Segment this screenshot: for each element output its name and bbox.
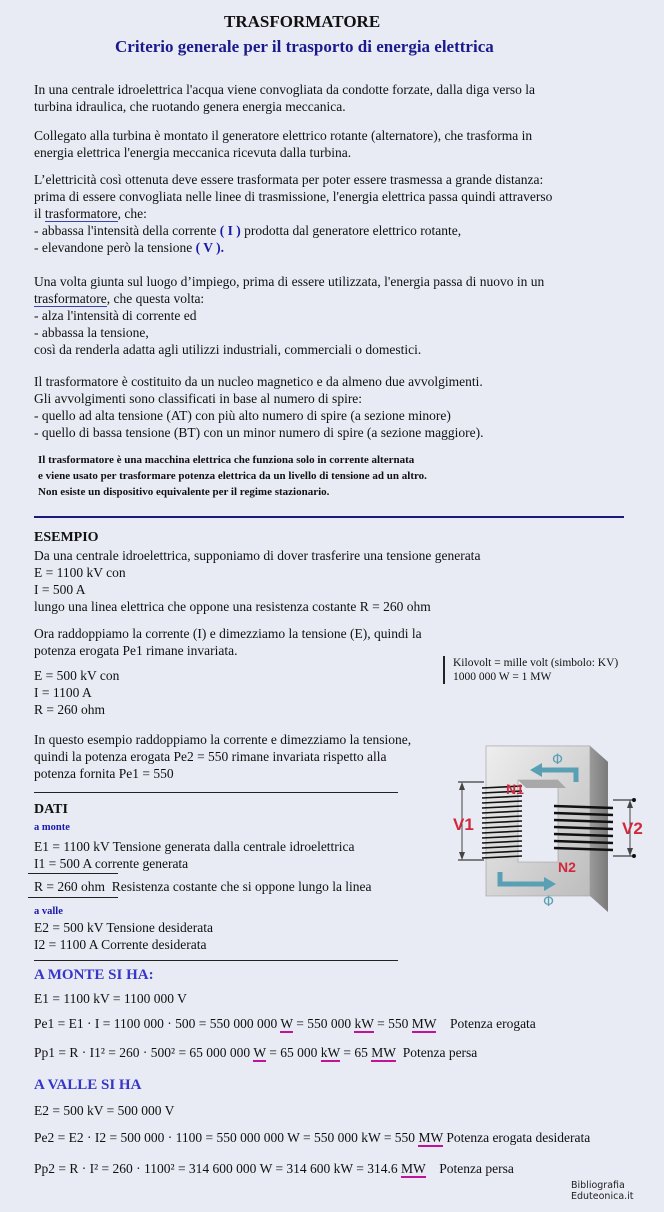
text-line: Kilovolt = mille volt (simbolo: KV)	[453, 657, 619, 669]
unit-kw: kW	[320, 1045, 340, 1060]
text-line: turbina idraulica, che ruotando genera energia meccanica.	[34, 99, 346, 114]
text-fragment: , che:	[117, 206, 147, 221]
text-line	[34, 239, 552, 256]
formula-desc: Potenza erogata	[449, 1016, 536, 1031]
intro-p4	[34, 273, 544, 358]
example-block-1	[34, 547, 480, 615]
text-line	[34, 205, 552, 222]
example-block-4	[34, 731, 411, 782]
text-line: I1 = 500 A corrente generata	[34, 856, 189, 871]
unit-kw: kW	[354, 1016, 374, 1031]
e1-line: E1 = 1100 kV = 1100 000 V	[34, 991, 187, 1006]
text-line: quindi la potenza erogata Pe2 = 550 rimane invariata rispetto alla	[34, 749, 387, 764]
text-fragment: - abbassa l'intensità della corrente	[34, 223, 220, 238]
text-line: - alza l'intensità di corrente ed	[34, 308, 197, 323]
divider-line	[28, 897, 118, 898]
text-line: prima di essere convogliata nelle linee di trasmissione, l'energia elettrica passa quindi attraverso	[34, 189, 553, 204]
formula-text: Pe1 = E1 · I = 1100 000 · 500 = 550 000 000	[34, 1016, 281, 1031]
formula-text: = 65 000	[265, 1045, 321, 1060]
text-fragment: prodotta dal generatore elettrico rotante,	[240, 223, 462, 238]
pe1-line	[34, 1015, 536, 1032]
text-line: Da una centrale idroelettrica, supponiamo di dover trasferire una tensione generata	[34, 548, 481, 563]
text-line: E = 1100 kV con	[34, 565, 126, 580]
v1-label: V1	[453, 815, 474, 834]
text-fragment: il	[34, 206, 45, 221]
intro-p1	[34, 81, 535, 115]
text-line: così da renderla adatta agli utilizzi industriali, commerciali o domestici.	[34, 342, 422, 357]
formula-desc: Potenza persa	[439, 1161, 514, 1176]
divider-line	[34, 792, 398, 793]
monte-label: a monte	[34, 822, 70, 833]
v2-label: V2	[622, 819, 643, 838]
arrow-head	[459, 782, 465, 790]
text-fragment: , che questa volta:	[106, 291, 205, 306]
monte-heading: A MONTE SI HA:	[34, 967, 154, 983]
formula-text: = 550 000	[292, 1016, 355, 1031]
unit-mw: MW	[371, 1045, 396, 1060]
arrow-head	[627, 848, 633, 856]
text-line: E1 = 1100 kV Tensione generata dalla centrale idroelettrica	[34, 839, 355, 854]
formula-text: = 550	[373, 1016, 412, 1031]
text-line: lungo una linea elettrica che oppone una resistenza costante R = 260 ohm	[34, 599, 431, 614]
formula-desc: Potenza erogata desiderata	[446, 1130, 591, 1145]
text-line: I = 500 A	[34, 582, 86, 597]
text-line: - quello ad alta tensione (AT) con più alto numero di spire (a sezione minore)	[34, 408, 451, 423]
text-line: In questo esempio raddoppiamo la corrente e dimezziamo la tensione,	[34, 732, 412, 747]
formula-desc: Potenza persa	[402, 1045, 478, 1060]
unit-mw: MW	[411, 1016, 437, 1031]
e2-line: E2 = 500 kV = 500 000 V	[34, 1103, 175, 1118]
terminal-dot	[632, 798, 636, 802]
valle-data	[34, 919, 213, 953]
resistance-desc: Resistenza costante che si oppone lungo la linea	[111, 879, 372, 894]
text-line: Una volta giunta sul luogo d’impiego, prima di essere utilizzata, l'energia passa di nuovo in un	[34, 274, 545, 289]
intro-p5	[34, 373, 484, 441]
trasformatore-link[interactable]: trasformatore	[34, 291, 107, 306]
valle-label: a valle	[34, 906, 63, 917]
intro-p3	[34, 171, 552, 256]
pp2-line	[34, 1160, 514, 1177]
unit-w: W	[280, 1016, 293, 1031]
text-line: energia elettrica l'energia meccanica ricevuta dalla turbina.	[34, 145, 352, 160]
resistance-value: R = 260 ohm	[34, 879, 105, 894]
page-title: TRASFORMATORE	[224, 12, 381, 31]
text-line: 1000 000 W = 1 MW	[453, 671, 552, 683]
pe2-line	[34, 1129, 590, 1146]
dati-heading: DATI	[34, 802, 68, 817]
bibliography-source[interactable]: Eduteonica.it	[571, 1191, 634, 1202]
text-line: potenza fornita Pe1 = 550	[34, 766, 174, 781]
formula-text: Pe2 = E2 · I2 = 500 000 · 1100 = 550 000 000 W = 550 000 kW = 550	[34, 1130, 419, 1145]
bibliography-label: Bibliografia	[571, 1180, 625, 1191]
monte-data	[34, 838, 355, 872]
example-block-3	[34, 667, 119, 718]
text-line: Il trasformatore è costituito da un nucleo magnetico e da almeno due avvolgimenti.	[34, 374, 483, 389]
unit-note	[443, 656, 618, 684]
phi-label: Φ	[552, 752, 564, 768]
text-line: Collegato alla turbina è montato il generatore elettrico rotante (alternatore), che trasforma in	[34, 128, 533, 143]
unit-mw: MW	[418, 1130, 443, 1145]
page-subtitle: Criterio generale per il trasporto di energia elettrica	[115, 37, 494, 56]
intro-p2	[34, 127, 532, 161]
text-line: E2 = 500 kV Tensione desiderata	[34, 920, 214, 935]
voltage-symbol: ( V ).	[195, 240, 224, 255]
text-line: E = 500 kV con	[34, 668, 120, 683]
formula-text: Pp1 = R · I1² = 260 · 500² = 65 000 000	[34, 1045, 254, 1060]
text-line: - abbassa la tensione,	[34, 325, 149, 340]
formula-text: = 65	[339, 1045, 372, 1060]
text-line	[34, 290, 544, 307]
n1-label: N1	[506, 781, 524, 797]
text-line	[34, 222, 552, 239]
text-line: potenza erogata Pe1 rimane invariata.	[34, 643, 238, 658]
unit-w: W	[253, 1045, 266, 1060]
transformer-diagram	[448, 740, 658, 915]
text-line: L’elettricità così ottenuta deve essere trasformata per poter essere trasmessa a grande distanza:	[34, 172, 544, 187]
text-line: Il trasformatore è una macchina elettrica che funziona solo in corrente alternata	[38, 454, 415, 466]
divider-line	[34, 960, 398, 961]
text-line: Non esiste un dispositivo equivalente per il regime stazionario.	[38, 486, 330, 498]
text-line: e viene usato per trasformare potenza elettrica da un livello di tensione ad un altro.	[38, 470, 427, 482]
trasformatore-link[interactable]: trasformatore	[44, 206, 118, 221]
example-heading: ESEMPIO	[34, 530, 99, 545]
pp1-line	[34, 1044, 477, 1061]
arrow-head	[459, 852, 465, 860]
n2-label: N2	[558, 859, 576, 875]
example-block-2	[34, 625, 422, 659]
core-window-edge	[518, 780, 566, 788]
terminal-dot	[632, 854, 636, 858]
bold-note	[38, 452, 427, 500]
valle-heading: A VALLE SI HA	[34, 1077, 142, 1093]
text-line: Gli avvolgimenti sono classificati in base al numero di spire:	[34, 391, 363, 406]
text-fragment: - elevandone però la tensione	[34, 240, 196, 255]
text-line: I2 = 1100 A Corrente desiderata	[34, 937, 207, 952]
text-line: Ora raddoppiamo la corrente (I) e dimezziamo la tensione (E), quindi la	[34, 626, 422, 641]
section-divider	[34, 516, 624, 518]
resistance-line	[34, 878, 372, 895]
text-line: In una centrale idroelettrica l'acqua viene convogliata da condotte forzate, dalla diga verso la	[34, 82, 535, 97]
unit-mw: MW	[401, 1161, 426, 1176]
formula-text: Pp2 = R · I² = 260 · 1100² = 314 600 000 W = 314 600 kW = 314.6	[34, 1161, 402, 1176]
text-line: I = 1100 A	[34, 685, 92, 700]
text-line: - quello di bassa tensione (BT) con un minor numero di spire (a sezione maggiore).	[34, 425, 484, 440]
divider-line	[28, 873, 118, 874]
phi-label: Φ	[543, 894, 555, 910]
text-line: R = 260 ohm	[34, 702, 105, 717]
current-symbol: ( I )	[219, 223, 241, 238]
bibliography	[571, 1180, 634, 1202]
arrow-head	[627, 800, 633, 808]
